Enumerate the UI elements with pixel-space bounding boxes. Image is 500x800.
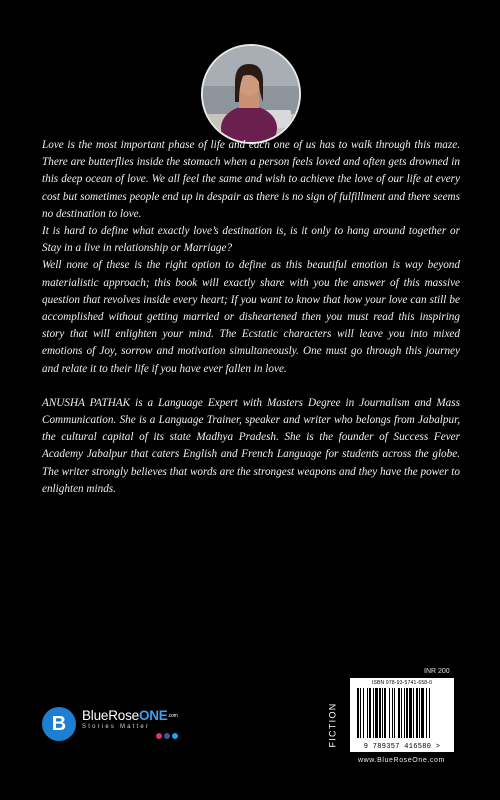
- isbn-digits: 9 789357 416580 >: [363, 743, 441, 751]
- publisher-website: www.BlueRoseOne.com: [358, 757, 445, 764]
- blurb-paragraph: It is hard to define what exactly love’s destination is, is it only to hang around together or Stay in a live in relationship or Marriage?: [42, 225, 460, 255]
- twitter-icon: [172, 733, 178, 739]
- back-cover-blurb: [42, 137, 460, 498]
- isbn-barcode: [350, 678, 454, 752]
- author-bio: ANUSHA PATHAK is a Language Expert with Masters Degree in Journalism and Mass Communication. She is a Language Trainer, speaker and writer who belongs from Jabalpur, the cultural capital of its state Madhya Pradesh. She is the founder of Success Fever Academy Jabalpur that caters English and French Language for students across the globe. The writer strongly believes that words are the strongest weapons and they have the power to enlighten minds.: [42, 396, 460, 495]
- author-portrait-icon: [203, 46, 299, 142]
- publisher-logo-icon: B: [42, 707, 76, 741]
- publisher-block: [42, 706, 178, 742]
- instagram-icon: [156, 733, 162, 739]
- isbn-text: ISBN 978-93-5741-658-0: [371, 680, 433, 686]
- price-label: INR 200: [424, 668, 450, 675]
- barcode-bars-icon: [357, 688, 447, 738]
- publisher-tagline: Stories Matter: [82, 724, 151, 730]
- blurb-paragraph: Love is the most important phase of life and each one of us has to walk through this maze. There are butterflies inside the stomach when a person feels loved and often gets drowned in this deep ocean of love. We all feel the same and wish to achieve the love of our life at every cost but sometimes people end up in despair as there is no sign of fulfillment and there seems no destination to love.: [42, 139, 460, 220]
- publisher-social-icons: [82, 733, 178, 739]
- facebook-icon: [164, 733, 170, 739]
- author-photo: [201, 44, 301, 144]
- genre-label: FICTION: [328, 702, 339, 748]
- publisher-name: BlueRoseONE$^{.com}$: [82, 708, 178, 723]
- blurb-paragraph: Well none of these is the right option to define as this beautiful emotion is way beyond materialistic approach; this book will exactly share with you the answer of this massive question that revolves inside every heart; If you want to know that how your love can still be accomplished without getting married or disheartened then you must read this inspiring story that will enlighten your mind. The Ecstatic characters will leave you into mixed emotions of Joy, sorrow and motivation simultaneously. One must go through this journey and relate it to their life if you have ever fallen in love.: [42, 259, 460, 375]
